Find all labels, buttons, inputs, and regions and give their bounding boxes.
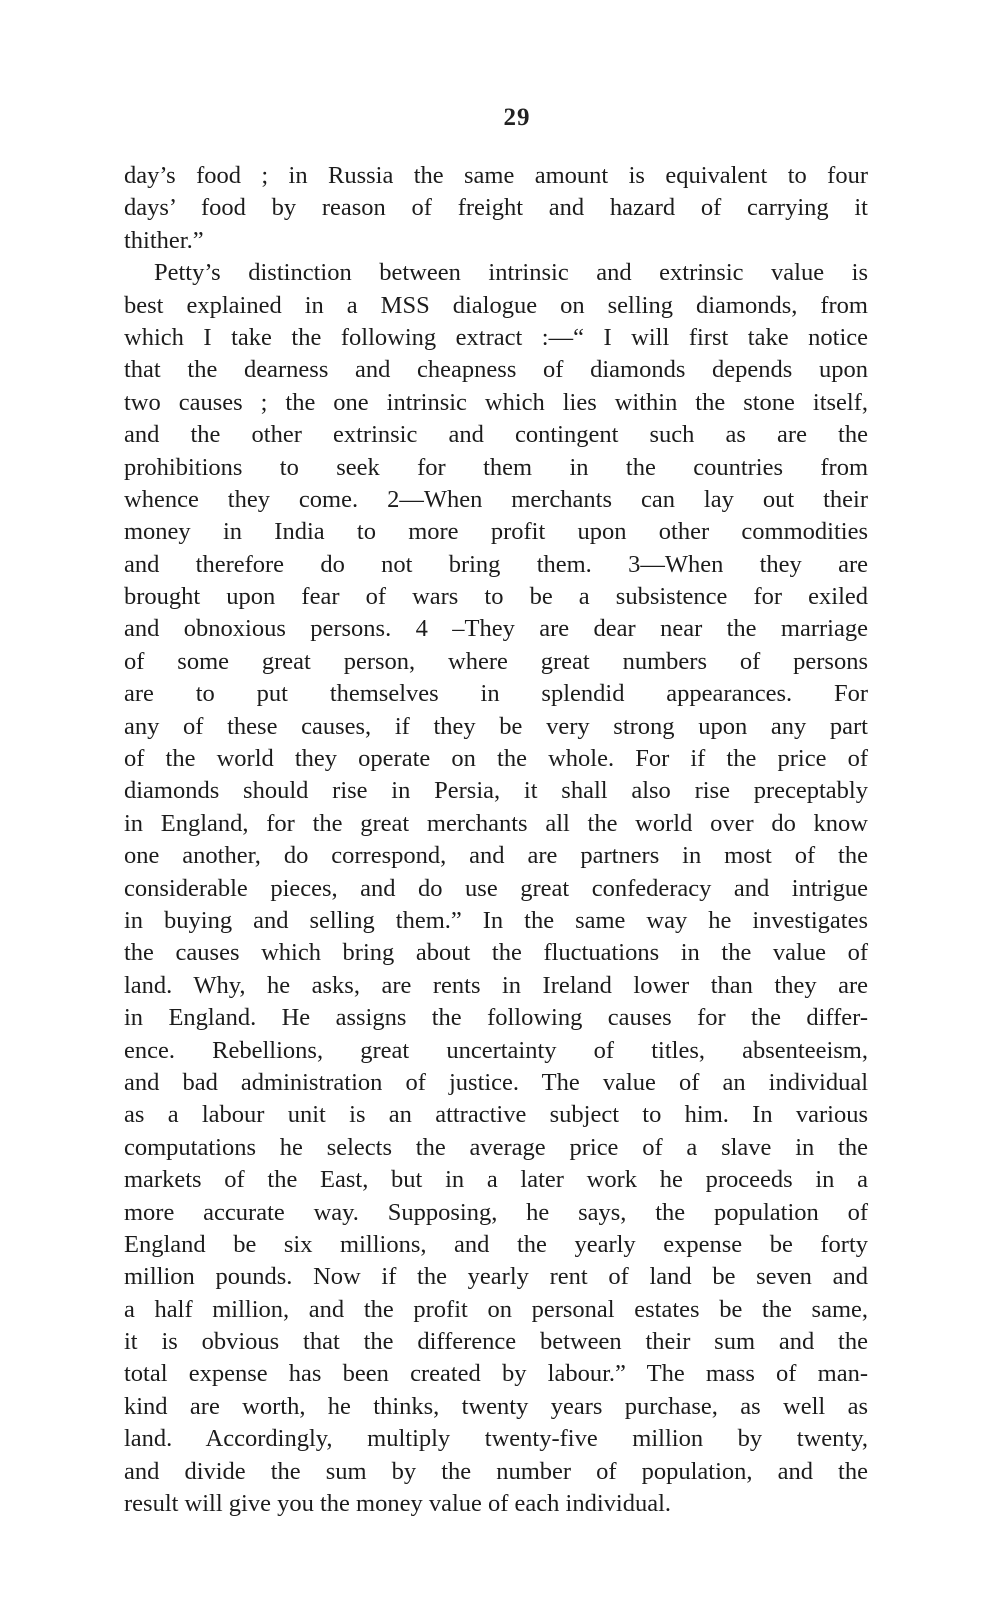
text-line: markets of the East, but in a later work he proceeds in a (124, 1166, 868, 1194)
text-line: it is obvious that the difference between their sum and the (124, 1328, 868, 1356)
text-line: day’s food ; in Russia the same amount is equivalent to four (124, 162, 868, 189)
text-line: thither.” (124, 226, 204, 254)
text-line: that the dearness and cheapness of diamonds depends upon (124, 356, 868, 384)
text-line: ence. Rebellions, great uncertainty of titles, absenteeism, (124, 1036, 868, 1064)
text-line: which I take the following extract :—“ I will first take notice (124, 323, 868, 351)
body-text (124, 160, 868, 1520)
text-line: as a labour unit is an attractive subject to him. In various (124, 1101, 868, 1129)
text-line: and the other extrinsic and contingent such as are the (124, 421, 868, 449)
text-line: one another, do correspond, and are partners in most of the (124, 842, 868, 870)
text-line: result will give you the money value of each individual. (124, 1490, 672, 1518)
page-number: 29 (503, 104, 531, 131)
text-line: considerable pieces, and do use great confederacy and intrigue (124, 874, 868, 902)
text-line: total expense has been created by labour.” The mass of man- (124, 1360, 868, 1388)
text-line: of the world they operate on the whole. For if the price of (124, 745, 868, 773)
text-line: are to put themselves in splendid appearances. For (124, 680, 868, 708)
text-line: England be six millions, and the yearly expense be forty (124, 1230, 868, 1258)
text-line: diamonds should rise in Persia, it shall also rise preceptably (124, 777, 868, 805)
text-line: in England. He assigns the following causes for the differ- (124, 1004, 868, 1032)
text-line: in England, for the great merchants all the world over do know (124, 809, 868, 837)
text-line: computations he selects the average price of a slave in the (124, 1133, 868, 1161)
text-line: whence they come. 2—When merchants can lay out their (124, 485, 868, 513)
text-line: of some great person, where great numbers of persons (124, 647, 868, 675)
text-line: any of these causes, if they be very strong upon any part (124, 712, 868, 740)
text-line: prohibitions to seek for them in the countries from (124, 453, 868, 481)
text-line: a half million, and the profit on personal estates be the same, (124, 1295, 868, 1323)
text-line: more accurate way. Supposing, he says, the population of (124, 1198, 868, 1226)
text-line: best explained in a MSS dialogue on selling diamonds, from (124, 291, 868, 319)
text-line: brought upon fear of wars to be a subsistence for exiled (124, 583, 868, 611)
text-line: and divide the sum by the number of population, and the (124, 1457, 868, 1485)
text-line: land. Accordingly, multiply twenty-five million by twenty, (124, 1425, 868, 1453)
text-line: and obnoxious persons. 4 –They are dear near the marriage (124, 615, 868, 643)
text-line: two causes ; the one intrinsic which lies within the stone itself, (124, 388, 868, 416)
text-line: money in India to more profit upon other commodities (124, 518, 868, 546)
text-line: million pounds. Now if the yearly rent of land be seven and (124, 1263, 868, 1291)
text-line: Petty’s distinction between intrinsic and extrinsic value is (154, 259, 868, 287)
text-line: in buying and selling them.” In the same way he investigates (124, 906, 868, 934)
text-line: kind are worth, he thinks, twenty years purchase, as well as (124, 1392, 868, 1420)
text-line: days’ food by reason of freight and hazard of carrying it (124, 194, 868, 222)
text-line: land. Why, he asks, are rents in Ireland lower than they are (124, 971, 868, 999)
text-line: and therefore do not bring them. 3—When they are (124, 550, 868, 578)
text-line: the causes which bring about the fluctuations in the value of (124, 939, 868, 967)
text-line: and bad administration of justice. The value of an individual (124, 1068, 868, 1096)
